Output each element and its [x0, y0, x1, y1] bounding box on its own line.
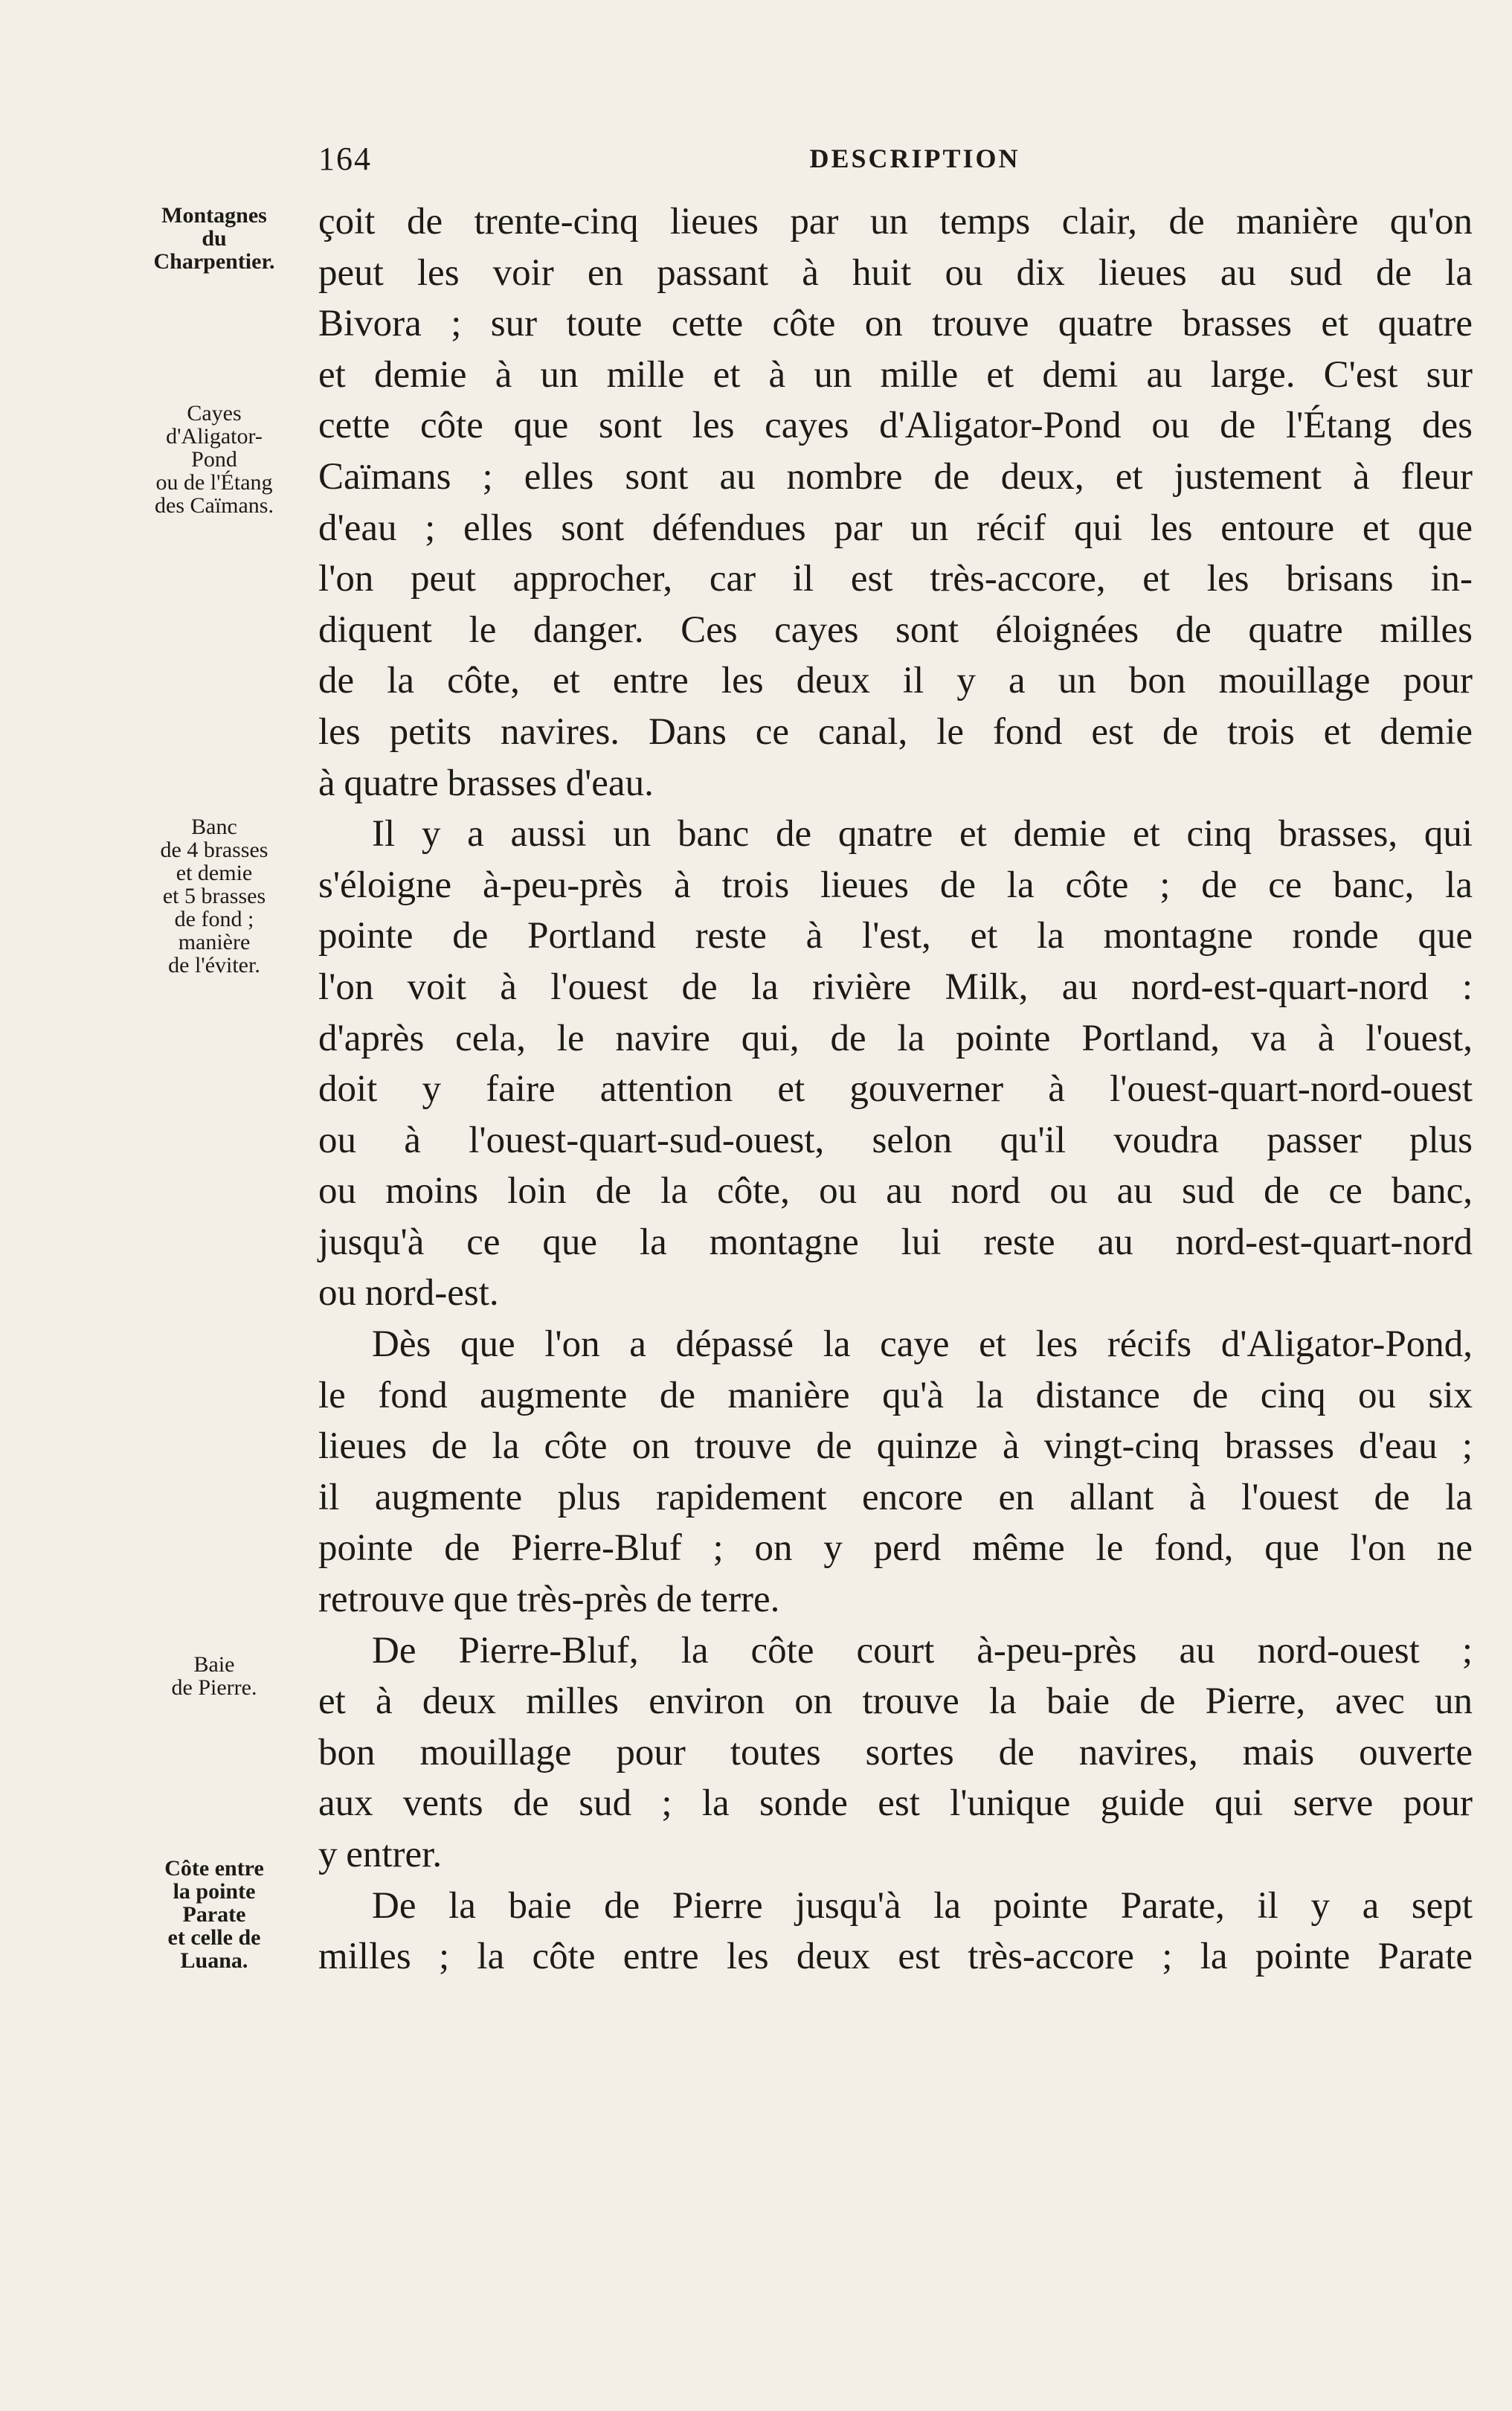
text-line: Caïmans ; elles sont au nombre de deux, et justement à fleur — [318, 455, 1473, 498]
margin-note-line: Charpentier. — [153, 249, 275, 274]
text-line: ou moins loin de la côte, ou au nord ou au sud de ce banc, — [318, 1170, 1473, 1213]
text-line: Dès que l'on a dépassé la caye et les récifs d'Aligator-Pond, — [372, 1323, 1473, 1366]
margin-note-line: Baie — [193, 1652, 235, 1677]
page-header — [312, 140, 1473, 184]
text-line: s'éloigne à-peu-près à trois lieues de la côte ; de ce banc, la — [318, 864, 1473, 906]
margin-note-line: de l'éviter. — [168, 953, 260, 977]
margin-note-line: Parate — [182, 1902, 246, 1927]
margin-note-line: des Caïmans. — [155, 493, 274, 518]
text-line: l'on peut approcher, car il est très-accore, et les brisans in- — [318, 558, 1473, 600]
margin-note-line: et 5 brasses — [162, 884, 266, 908]
margin-note-line: Côte entre — [164, 1856, 264, 1881]
text-line: à quatre brasses d'eau. — [318, 762, 654, 804]
margin-note-line: la pointe — [173, 1879, 256, 1904]
margin-note-line: et demie — [176, 861, 253, 885]
text-line: l'on voit à l'ouest de la rivière Milk, au nord-est-quart-nord : — [318, 966, 1473, 1008]
margin-note-line: manière — [178, 930, 251, 954]
margin-note-line: du — [202, 226, 227, 251]
text-line: aux vents de sud ; la sonde est l'unique guide qui serve pour — [318, 1782, 1473, 1825]
text-line: çoit de trente-cinq lieues par un temps clair, de manière qu'on — [318, 201, 1473, 243]
margin-note-line: Pond — [191, 447, 237, 472]
text-line: il augmente plus rapidement encore en allant à l'ouest de la — [318, 1476, 1473, 1518]
text-line: milles ; la côte entre les deux est très-accore ; la pointe Parate — [318, 1936, 1473, 1978]
text-line: ou nord-est. — [318, 1272, 499, 1314]
text-line: doit y faire attention et gouverner à l'ouest-quart-nord-ouest — [318, 1068, 1473, 1111]
text-line: jusqu'à ce que la montagne lui reste au nord-est-quart-nord — [318, 1221, 1473, 1263]
margin-note-montagnes — [126, 204, 302, 273]
text-line: pointe de Pierre-Bluf ; on y perd même le fond, que l'on ne — [318, 1527, 1473, 1570]
text-line: de la côte, et entre les deux il y a un bon mouillage pour — [318, 660, 1473, 702]
text-line: peut les voir en passant à huit ou dix lieues au sud de la — [318, 251, 1473, 294]
text-line: ou à l'ouest-quart-sud-ouest, selon qu'il voudra passer plus — [318, 1119, 1473, 1161]
text-line: cette côte que sont les cayes d'Aligator-Pond ou de l'Étang des — [318, 405, 1473, 447]
margin-note-banc — [126, 815, 302, 977]
body-text — [318, 196, 1473, 1983]
margin-note-line: et celle de — [167, 1925, 261, 1950]
margin-note-line: Banc — [191, 815, 237, 839]
margin-note-line: Luana. — [180, 1948, 248, 1973]
margin-note-line: Montagnes — [161, 203, 267, 228]
margin-note-line: ou de l'Étang — [155, 470, 273, 495]
margin-note-line: de Pierre. — [171, 1675, 257, 1700]
margin-note-line: de 4 brasses — [160, 838, 268, 862]
text-line: les petits navires. Dans ce canal, le fond est de trois et demie — [318, 710, 1473, 753]
margin-note-line: Cayes — [187, 401, 242, 426]
text-line: et à deux milles environ on trouve la baie de Pierre, avec un — [318, 1680, 1473, 1723]
text-line: Il y a aussi un banc de qnatre et demie et cinq brasses, qui — [372, 813, 1473, 855]
text-line: retrouve que très-près de terre. — [318, 1579, 780, 1621]
page-number: 164 — [318, 141, 372, 177]
text-line: pointe de Portland reste à l'est, et la montagne ronde que — [318, 915, 1473, 957]
text-line: y entrer. — [318, 1834, 443, 1875]
text-line: Bivora ; sur toute cette côte on trouve quatre brasses et quatre — [318, 303, 1473, 345]
margin-note-cayes — [126, 402, 302, 517]
text-line: le fond augmente de manière qu'à la distance de cinq ou six — [318, 1374, 1473, 1416]
margin-note-line: d'Aligator- — [166, 424, 263, 449]
margin-note-line: de fond ; — [174, 907, 254, 931]
text-line: De la baie de Pierre jusqu'à la pointe Parate, il y a sept — [372, 1884, 1473, 1927]
text-line: diquent le danger. Ces cayes sont éloignées de quatre milles — [318, 609, 1473, 651]
running-title: DESCRIPTION — [809, 144, 1020, 173]
text-line: bon mouillage pour toutes sortes de navires, mais ouverte — [318, 1731, 1473, 1773]
text-line: d'après cela, le navire qui, de la pointe Portland, va à l'ouest, — [318, 1017, 1473, 1059]
text-line: De Pierre-Bluf, la côte court à-peu-près au nord-ouest ; — [372, 1629, 1473, 1672]
text-line: d'eau ; elles sont défendues par un récif qui les entoure et que — [318, 507, 1473, 549]
margin-note-baie — [126, 1653, 302, 1699]
text-line: et demie à un mille et à un mille et demi au large. C'est sur — [318, 353, 1473, 396]
text-line: lieues de la côte on trouve de quinze à vingt-cinq brasses d'eau ; — [318, 1425, 1473, 1468]
margin-note-cote — [126, 1857, 302, 1972]
